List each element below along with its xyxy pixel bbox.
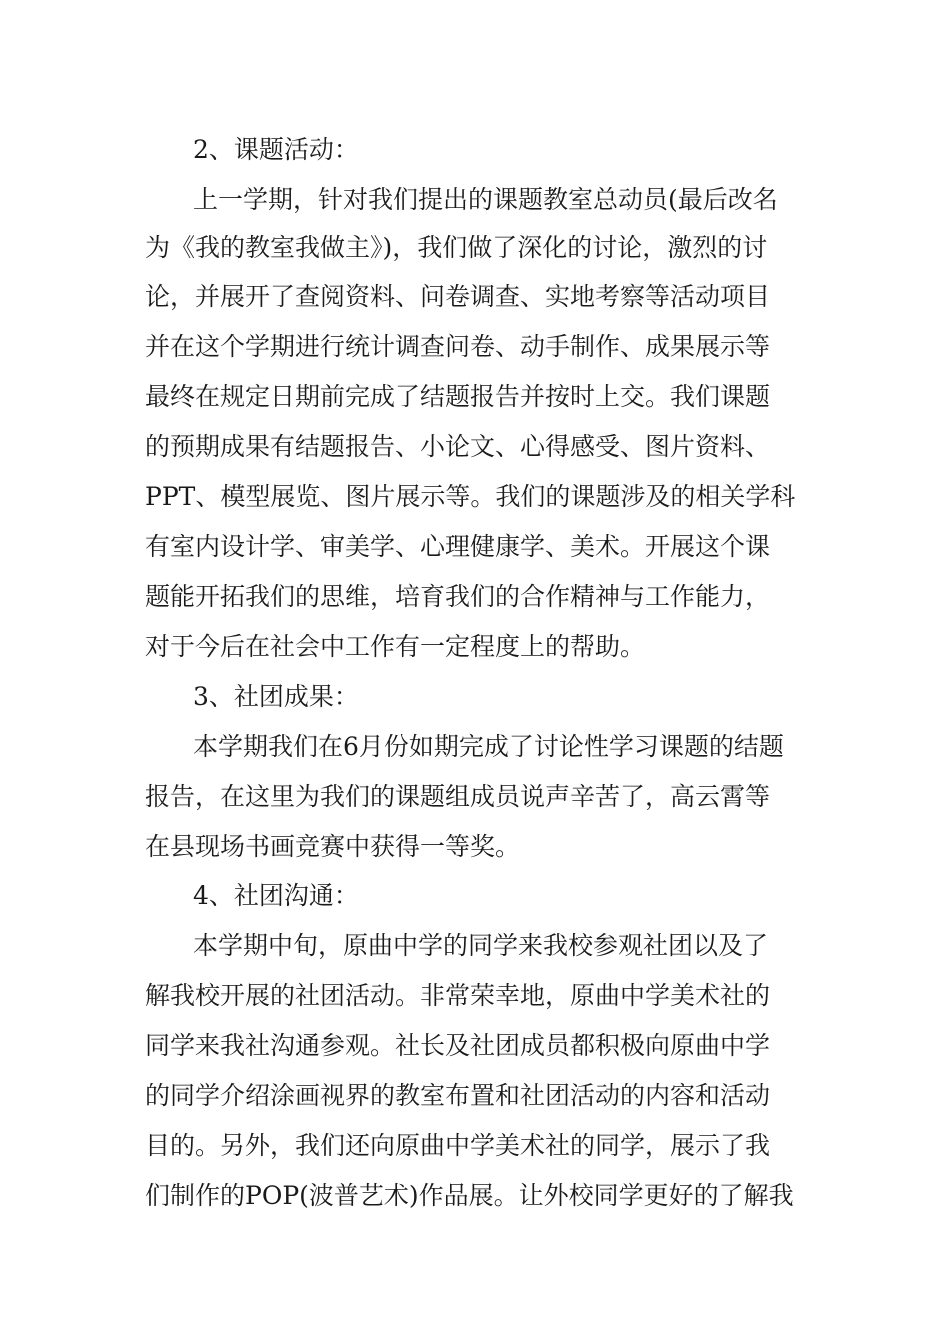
paragraph-line: 为《我的教室我做主》)，我们做了深化的讨论，激烈的讨 — [145, 233, 768, 262]
paragraph-line: PPT、模型展览、图片展示等。我们的课题涉及的相关学科 — [145, 482, 796, 511]
paragraph-line: 同学来我社沟通参观。社长及社团成员都积极向原曲中学 — [145, 1031, 771, 1060]
paragraph-line: 目的。另外，我们还向原曲中学美术社的同学，展示了我 — [145, 1131, 771, 1160]
paragraph-line: 们制作的POP(波普艺术)作品展。让外校同学更好的了解我 — [145, 1181, 794, 1210]
paragraph-line: 题能开拓我们的思维，培育我们的合作精神与工作能力， — [145, 582, 771, 611]
section-heading-topic-activity: 2、课题活动： — [193, 135, 359, 164]
paragraph-line: 对于今后在社会中工作有一定程度上的帮助。 — [145, 632, 646, 661]
paragraph-line: 报告，在这里为我们的课题组成员说声辛苦了，高云霄等 — [145, 782, 771, 811]
paragraph-line: 最终在规定日期前完成了结题报告并按时上交。我们课题 — [145, 382, 771, 411]
paragraph-line: 上一学期，针对我们提出的课题教室总动员(最后改名 — [193, 185, 778, 214]
section-heading-club-achievements: 3、社团成果： — [193, 682, 359, 711]
paragraph-line: 的预期成果有结题报告、小论文、心得感受、图片资料、 — [145, 432, 771, 461]
paragraph-line: 解我校开展的社团活动。非常荣幸地，原曲中学美术社的 — [145, 981, 771, 1010]
paragraph-line: 论，并展开了查阅资料、问卷调查、实地考察等活动项目 — [145, 282, 771, 311]
paragraph-line: 的同学介绍涂画视界的教室布置和社团活动的内容和活动 — [145, 1081, 771, 1110]
paragraph-line: 本学期中旬，原曲中学的同学来我校参观社团以及了 — [193, 931, 769, 960]
paragraph-line: 在县现场书画竞赛中获得一等奖。 — [145, 832, 521, 861]
section-heading-club-communication: 4、社团沟通： — [193, 881, 359, 910]
paragraph-line: 有室内设计学、审美学、心理健康学、美术。开展这个课 — [145, 532, 771, 561]
paragraph-line: 本学期我们在6月份如期完成了讨论性学习课题的结题 — [193, 732, 784, 761]
paragraph-line: 并在这个学期进行统计调查问卷、动手制作、成果展示等 — [145, 332, 771, 361]
